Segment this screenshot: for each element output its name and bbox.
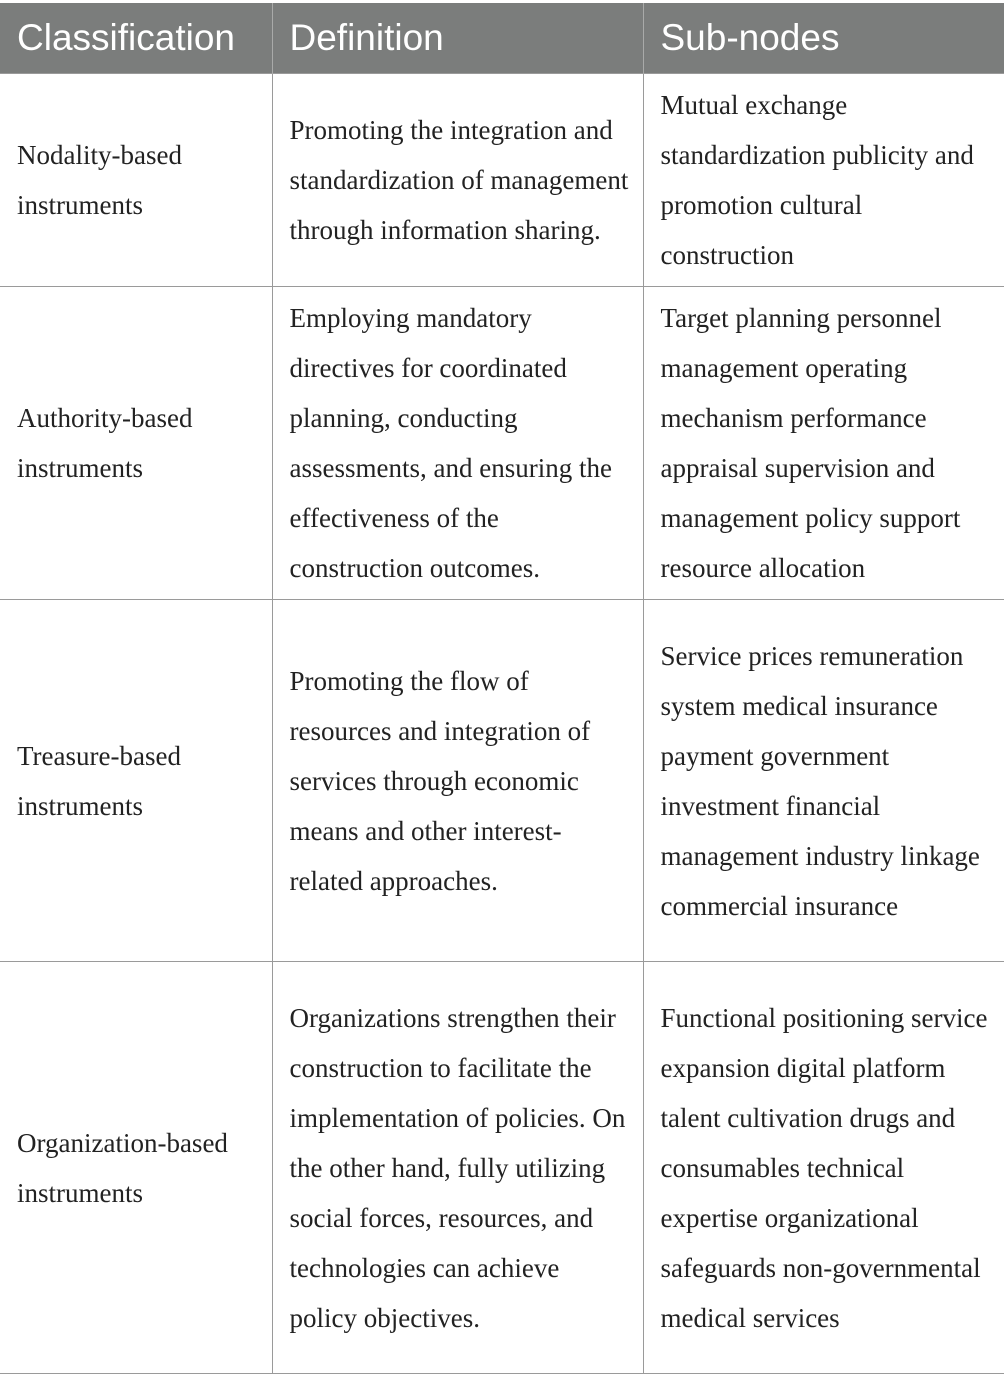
policy-instruments-table	[0, 3, 1004, 1374]
sub-nodes-cell: Service prices remuneration system medical insurance payment government investment financial management industry linkage commercial insurance	[643, 600, 1004, 962]
classification-cell: Nodality-based instruments	[0, 74, 272, 287]
header-definition: Definition	[272, 3, 643, 74]
definition-cell: Promoting the integration and standardization of management through information sharing.	[272, 74, 643, 287]
header-sub-nodes: Sub-nodes	[643, 3, 1004, 74]
classification-cell: Organization-based instruments	[0, 962, 272, 1374]
sub-nodes-cell: Target planning personnel management operating mechanism performance appraisal supervision and management policy support resource allocation	[643, 287, 1004, 600]
table-row	[0, 600, 1004, 962]
header-classification: Classification	[0, 3, 272, 74]
sub-nodes-cell: Functional positioning service expansion digital platform talent cultivation drugs and consumables technical expertise organizational safeguards non-governmental medical services	[643, 962, 1004, 1374]
header-row	[0, 3, 1004, 74]
definition-cell: Promoting the flow of resources and integration of services through economic means and other interest-related approaches.	[272, 600, 643, 962]
definition-cell: Organizations strengthen their construction to facilitate the implementation of policies. On the other hand, fully utilizing social forces, resources, and technologies can achieve policy objectives.	[272, 962, 643, 1374]
classification-cell: Authority-based instruments	[0, 287, 272, 600]
table-row	[0, 962, 1004, 1374]
table-row	[0, 74, 1004, 287]
table-row	[0, 287, 1004, 600]
sub-nodes-cell: Mutual exchange standardization publicity and promotion cultural construction	[643, 74, 1004, 287]
classification-cell: Treasure-based instruments	[0, 600, 272, 962]
definition-cell: Employing mandatory directives for coordinated planning, conducting assessments, and ensuring the effectiveness of the construction outcomes.	[272, 287, 643, 600]
